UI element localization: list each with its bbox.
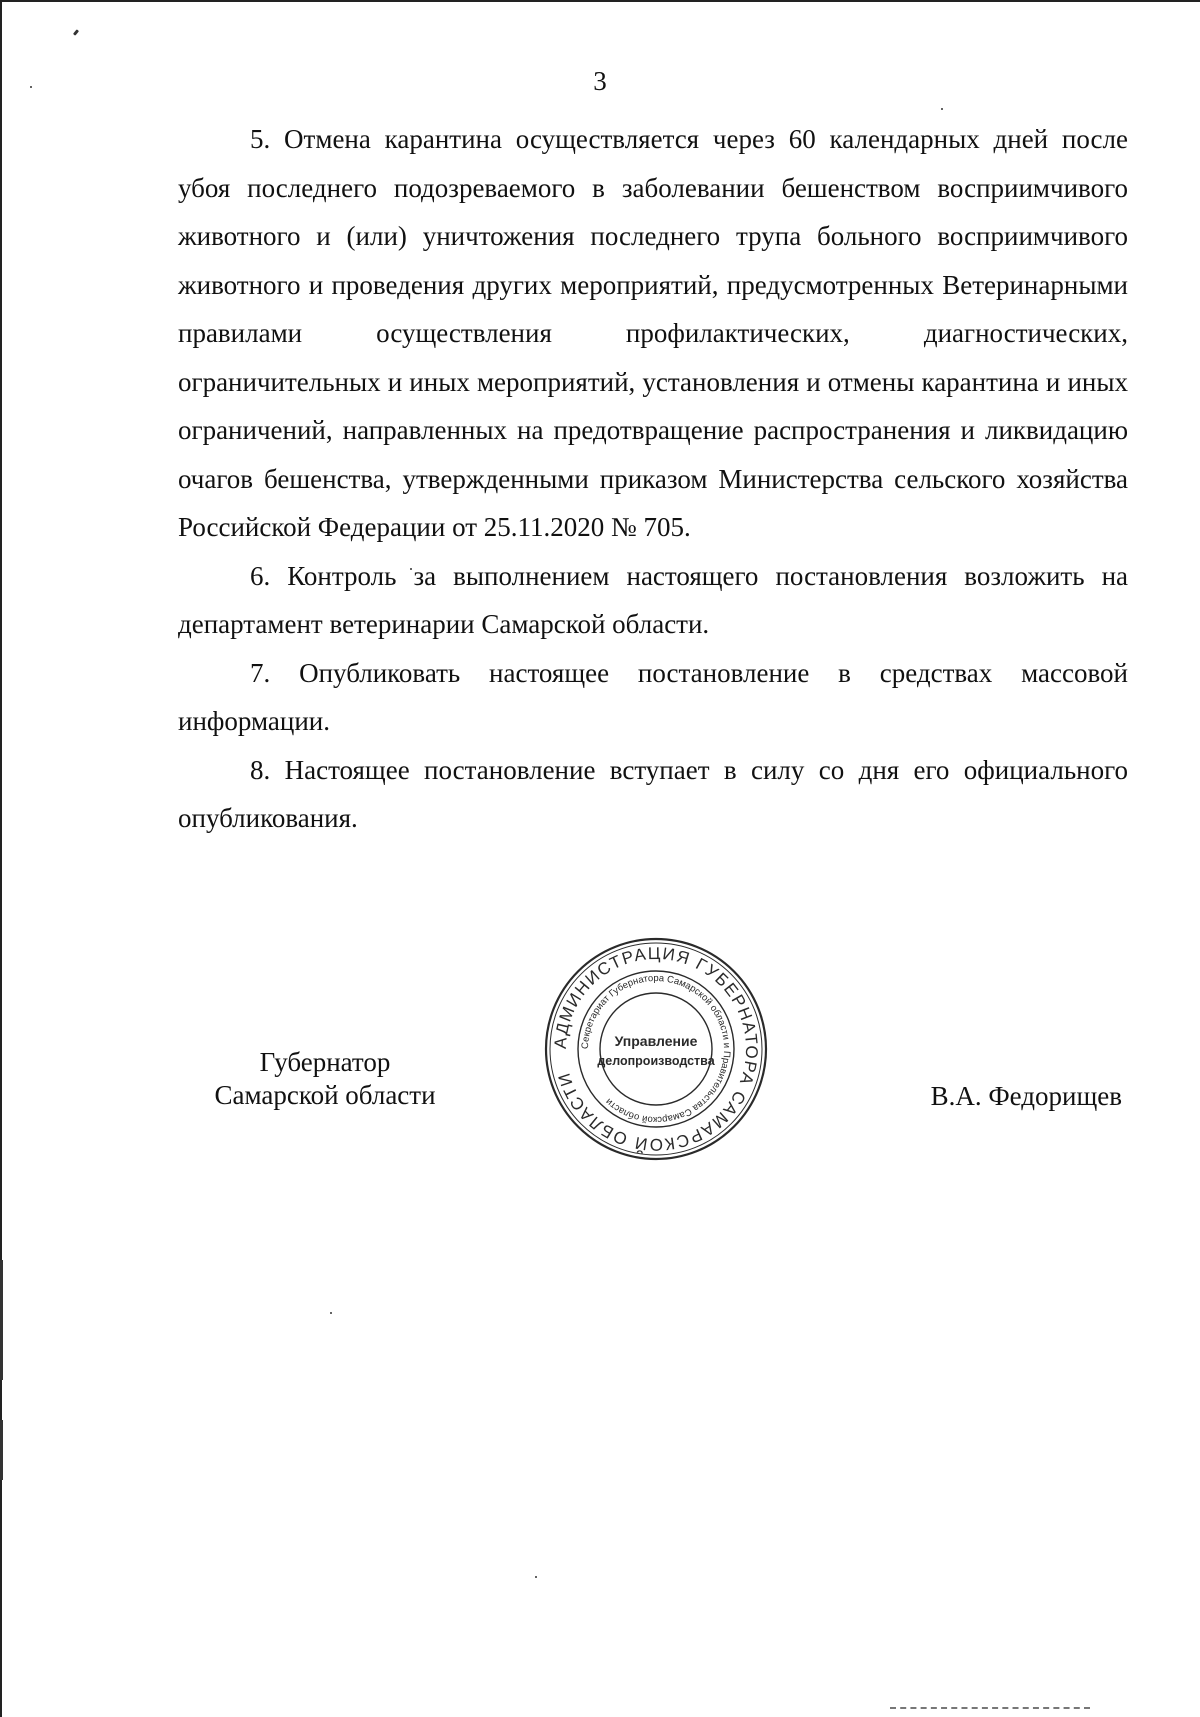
scan-edge-top <box>0 0 1200 2</box>
scan-footer-artifact <box>890 1707 1090 1713</box>
paragraph-6: 6. Контроль за выполнением настоящего постановления возложить на департамент ветеринарии Самарской области. <box>178 560 1128 639</box>
seal-outer-text: АДМИНИСТРАЦИЯ ГУБЕРНАТОРА САМАРСКОЙ ОБЛАСТИ <box>550 943 762 1155</box>
document-body <box>178 115 1128 843</box>
paragraph-8: 8. Настоящее постановление вступает в силу со дня его официального опубликования. <box>178 754 1128 833</box>
seal-icon <box>541 934 771 1164</box>
scan-speck <box>535 1576 537 1578</box>
seal-middle-ring <box>578 971 734 1127</box>
paragraph-5: 5. Отмена карантина осуществляется через 60 календарных дней после убоя последнего подозреваемого в заболевании бешенством восприимчивого животного и (или) уничтожения последнего трупа больного восприимчивого животного и проведения других мероприятий, предусмотренных Ветеринарными правилами осуществления профилактических, диагностических, ограничительных и иных мероприятий, установления и отмены карантина и иных ограничений, направленных на предотвращение распространения и ликвидацию очагов бешенства, утвержденными приказом Министерства сельского хозяйства Российской Федерации от 25.11.2020 № 705. <box>178 124 1128 542</box>
signatory-title-line1: Губернатор <box>259 1047 391 1077</box>
seal-inner-text: Секретариат Губернатора Самарской области и Правительства Самарской области <box>579 972 733 1126</box>
paragraph-7: 7. Опубликовать настоящее постановление в средствах массовой информации. <box>178 657 1128 736</box>
official-seal-stamp <box>541 934 771 1164</box>
seal-center-line2: делопроизводства <box>597 1054 715 1068</box>
seal-outer-ring <box>546 939 766 1159</box>
seal-inner-ring <box>600 993 712 1105</box>
signatory-title-line2: Самарской области <box>214 1080 436 1110</box>
scan-speck <box>941 108 943 110</box>
signatory-name: В.А. Федорищев <box>930 1081 1122 1111</box>
scan-speck <box>73 29 79 36</box>
page-number: 3 <box>593 66 607 96</box>
signatory-title <box>185 1046 465 1112</box>
scan-edge-mark <box>0 1260 3 1380</box>
seal-center-line1: Управление <box>614 1033 698 1049</box>
scan-edge-mark <box>0 1420 3 1480</box>
scan-speck <box>330 1312 332 1314</box>
